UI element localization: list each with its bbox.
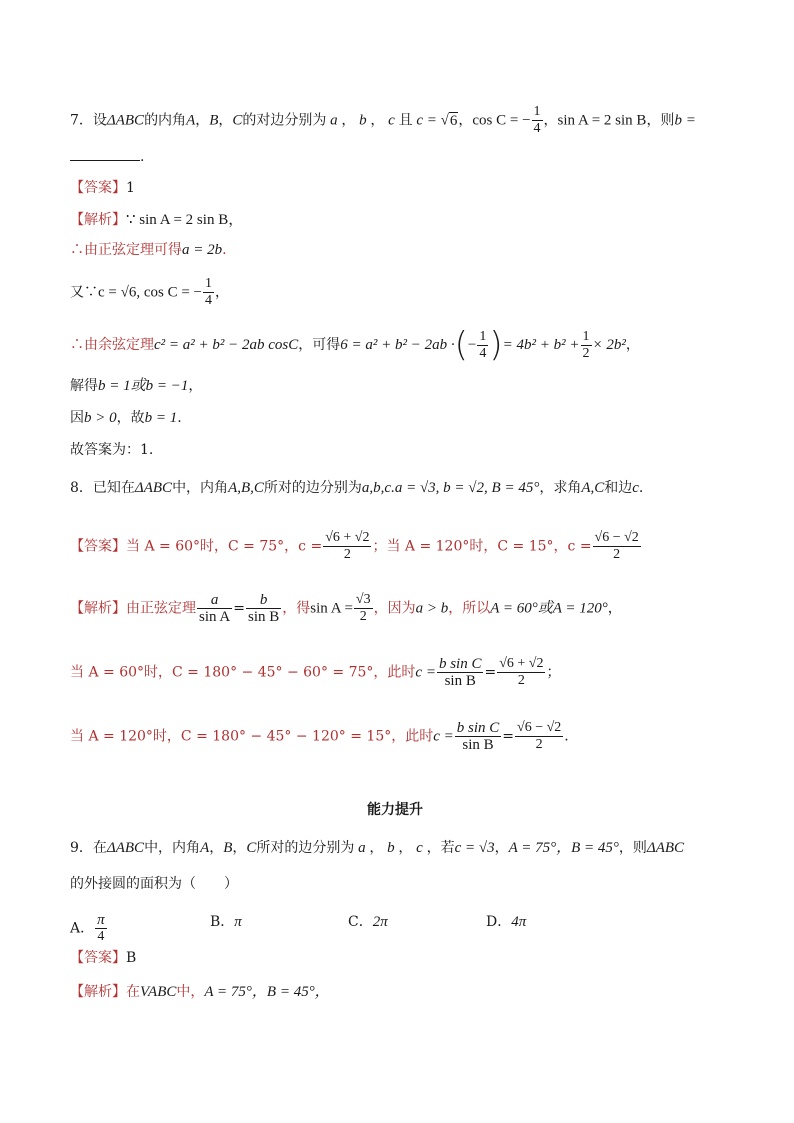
q7-answer: 【答案】1 — [70, 180, 135, 196]
q9-answer: 【答案】B — [70, 950, 137, 966]
q7-analysis-3: 又∵c = √6, cos C = − $\frac{1}{4}$ ， — [70, 276, 230, 308]
q7-analysis-7: 故答案为：1. — [70, 442, 154, 458]
q7-analysis-2: ∴由正弦定理可得a = 2b. — [70, 242, 227, 258]
q7-analysis-4: ∴由余弦定理c² = a² + b² − 2ab cosC，可得6 = a² + b² − 2ab ·(− $\frac{1}{4}$ )= 4b² + b² + $\frac{1}{2}$ × 2b²， — [70, 325, 640, 365]
q8-analysis-1: 【解析】由正弦定理 $\frac{a}{\text{sin A}}$ = $\frac{b}{\text{sin B}}$ ，得sin A = $\frac{√3}{2}$ ，因为a > b，所以A = 60°或A = 120°， — [70, 592, 622, 625]
q9-analysis-1: 【解析】在VABC中，A = 75°，B = 45°， — [70, 984, 330, 1000]
q7-analysis-5: 解得b = 1或b = −1， — [70, 378, 203, 394]
q8-answer: 【答案】当 A = 60°时，C = 75°，c = $\frac{√6 + √2}{2}$ ；当 A = 120°时，C = 15°，c = $\frac{√6 - √2}{2}$ — [70, 530, 639, 562]
q8-analysis-3: 当 A = 120°时，C = 180° − 45° − 120° = 15°，此时c = $\frac{\text{b sin C}}{\text{sin B}}$ = $\frac{√6 - √2}{2}$ . — [70, 720, 569, 753]
q8-line1: 8．已知在ΔABC中，内角A,B,C所对的边分别为a,b,c.a = √3, b = √2, B = 45°，求角A,C和边c. — [70, 480, 644, 496]
q9-line2: 的外接圆的面积为（ ） — [70, 876, 238, 892]
q7-answer-blank: . — [70, 144, 144, 167]
q7-analysis-1: 【解析】∵ sin A = 2 sin B， — [70, 212, 244, 228]
q8-analysis-2: 当 A = 60°时，C = 180° − 45° − 60° = 75°，此时c = $\frac{\text{b sin C}}{\text{sin B}}$ = $\frac{√6 + √2}{2}$ ； — [70, 656, 561, 689]
q9-line1: 9．在ΔABC中，内角A，B，C所对的边分别为 a ， b ， c ，若c = √3，A = 75°，B = 45°，则ΔABC — [70, 840, 685, 856]
q7-line1: 7．设ΔABC的内角A，B，C的对边分别为 a ， b ， c 且 c = √6，cos C = − $\frac{1}{4}$ ，sin A = 2 sin B，则b = — [70, 104, 696, 136]
section-heading: 能力提升 — [367, 802, 423, 818]
q7-analysis-6: 因b > 0，故b = 1. — [70, 410, 182, 426]
